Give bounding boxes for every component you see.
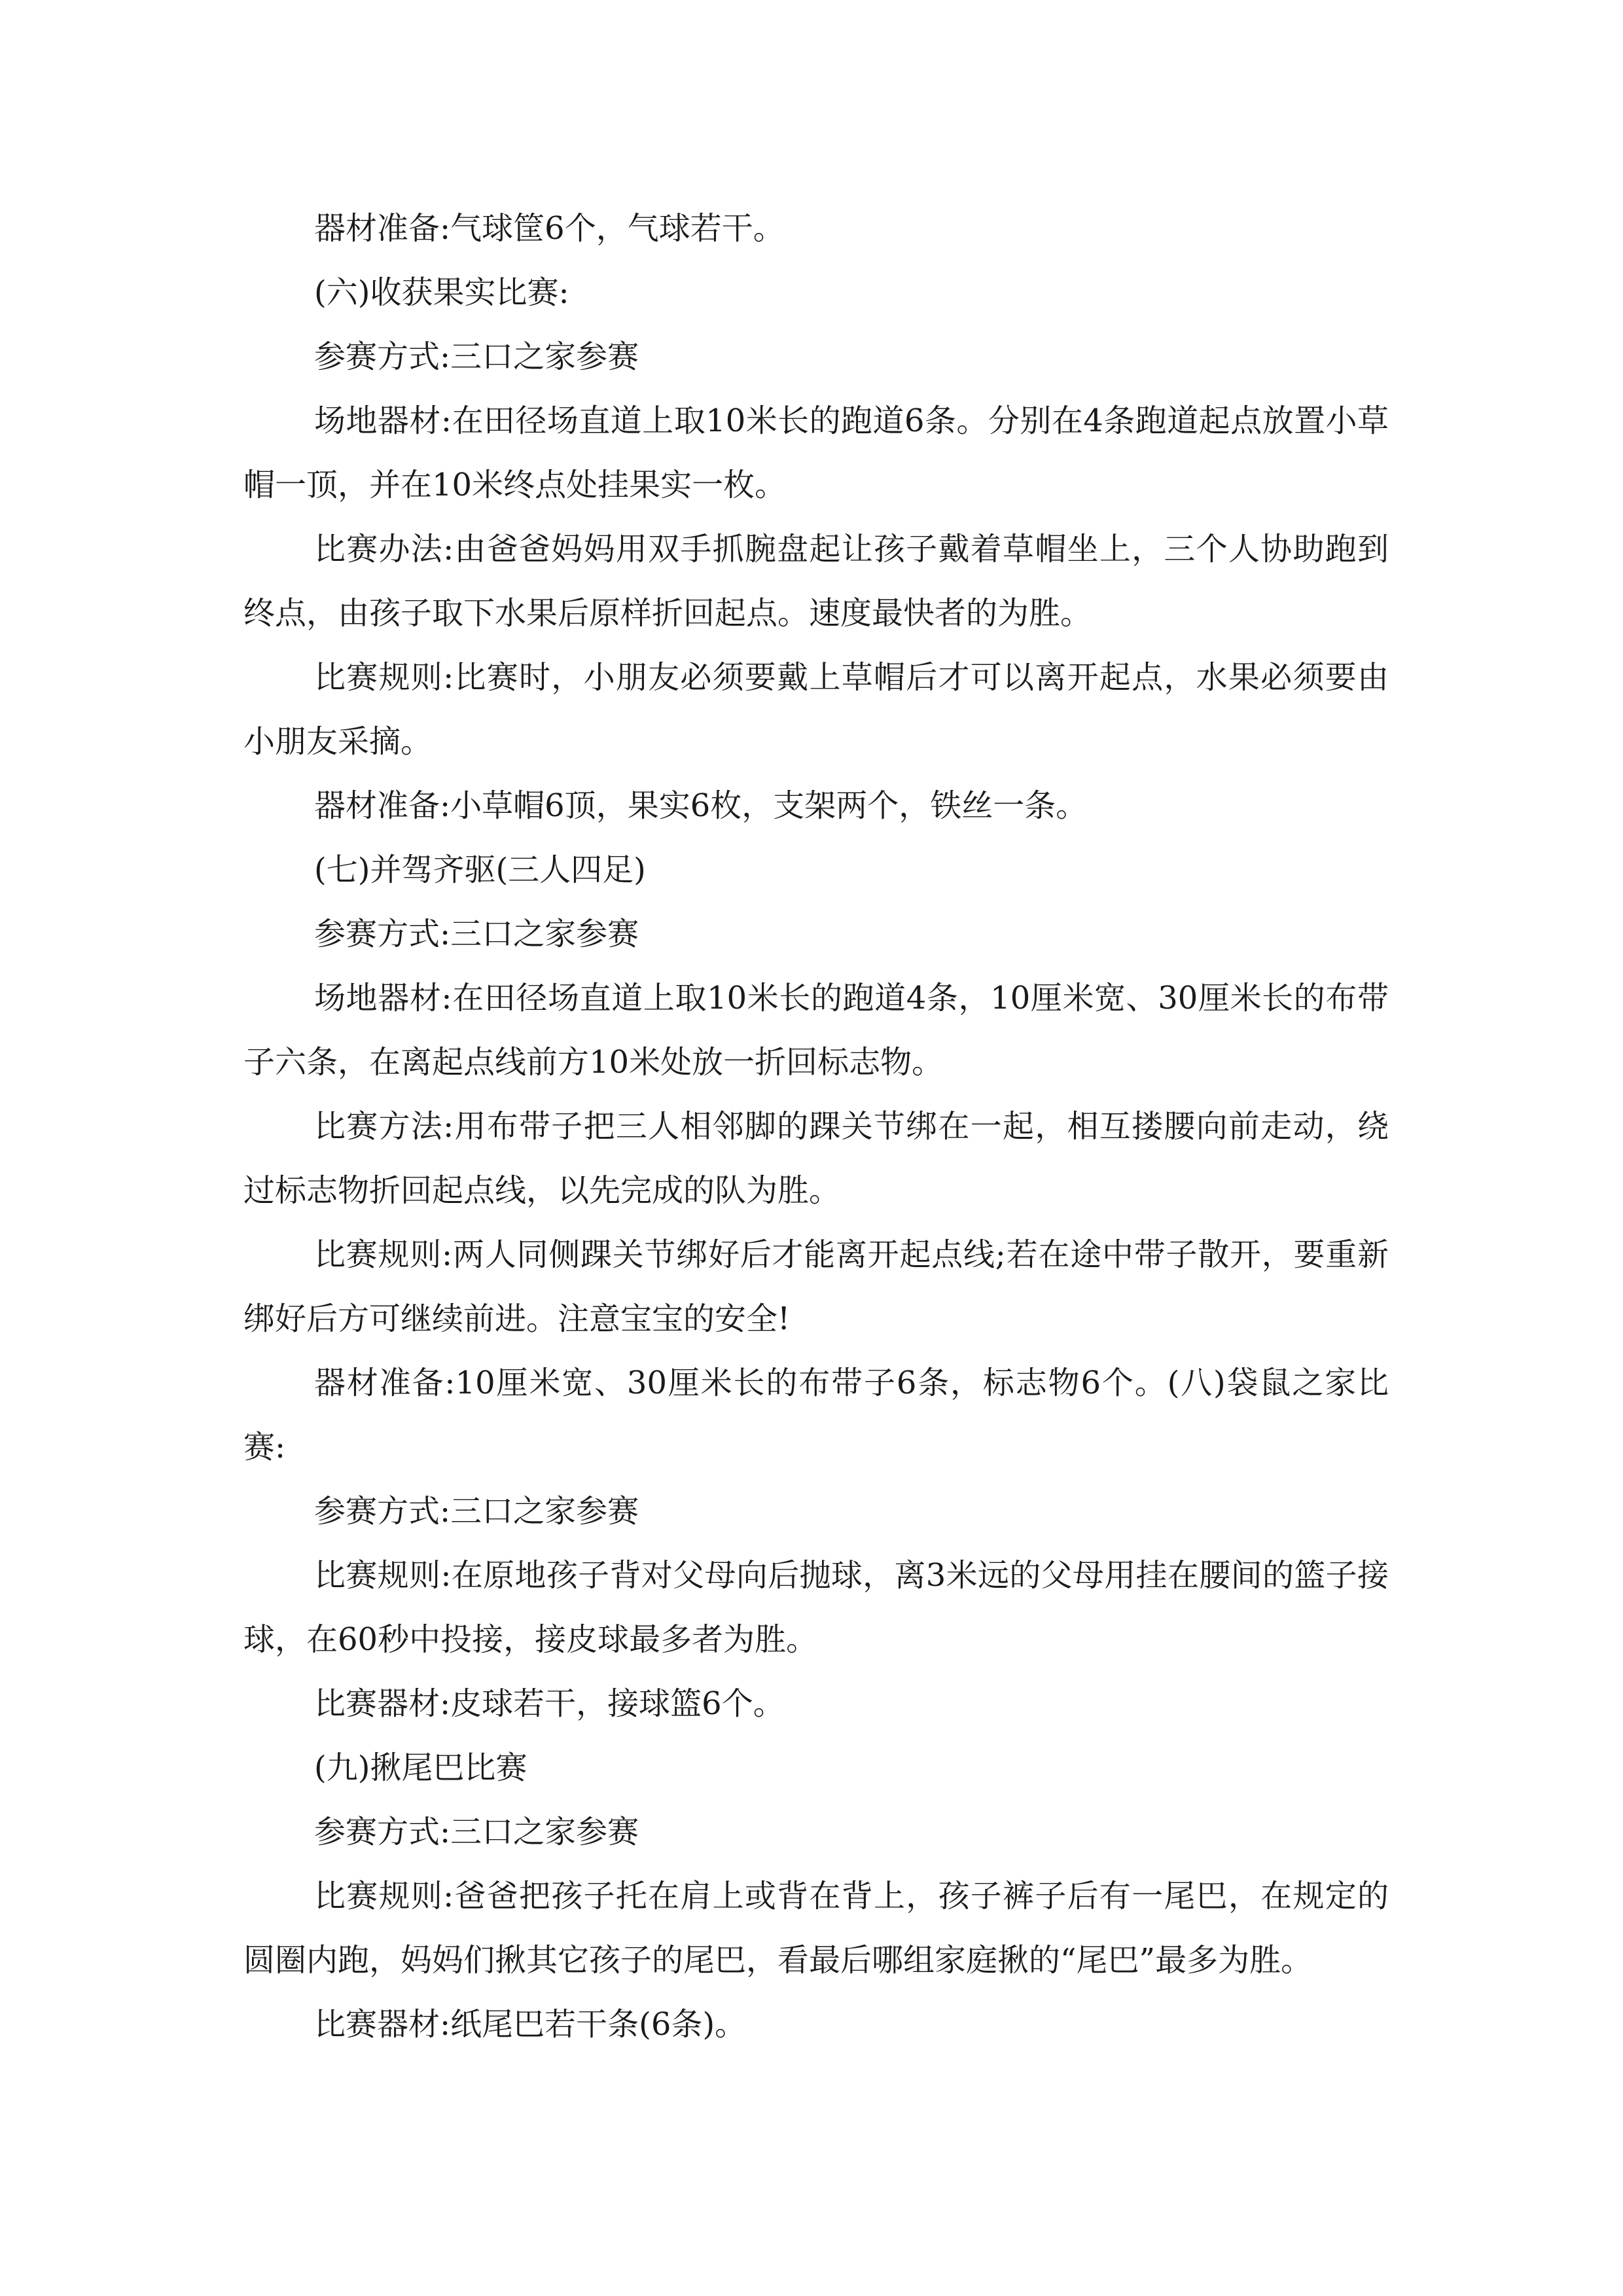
paragraph: 参赛方式:三口之家参赛 — [314, 916, 639, 952]
paragraph: 比赛器材:纸尾巴若干条(6条)。 — [314, 2006, 747, 2043]
paragraph: 比赛办法:由爸爸妈妈用双手抓腕盘起让孩子戴着草帽坐上，三个人协助跑到终点，由孩子取下水果后原样折回起点。速度最快者的为胜。 — [243, 531, 1389, 632]
section-heading: (七)并驾齐驱(三人四足) — [314, 852, 646, 888]
paragraph: 参赛方式:三口之家参赛 — [314, 338, 639, 375]
section-heading: (六)收获果实比赛: — [314, 274, 569, 311]
paragraph: 器材准备:气球筐6个，气球若干。 — [314, 210, 785, 247]
paragraph: 比赛规则:爸爸把孩子托在肩上或背在背上，孩子裤子后有一尾巴，在规定的圆圈内跑，妈妈们揪其它孩子的尾巴，看最后哪组家庭揪的“尾巴”最多为胜。 — [243, 1878, 1389, 1979]
paragraph: 参赛方式:三口之家参赛 — [314, 1814, 639, 1850]
paragraph: 器材准备:10厘米宽、30厘米长的布带子6条，标志物6个。(八)袋鼠之家比赛: — [243, 1365, 1389, 1465]
paragraph: 比赛规则:比赛时，小朋友必须要戴上草帽后才可以离开起点，水果必须要由小朋友采摘。 — [243, 659, 1389, 760]
paragraph: 场地器材:在田径场直道上取10米长的跑道4条，10厘米宽、30厘米长的布带子六条，在离起点线前方10米处放一折回标志物。 — [243, 980, 1389, 1081]
paragraph: 场地器材:在田径场直道上取10米长的跑道6条。分别在4条跑道起点放置小草帽一顶，并在10米终点处挂果实一枚。 — [243, 403, 1389, 503]
paragraph: 比赛器材:皮球若干，接球篮6个。 — [314, 1685, 785, 1722]
document-body — [243, 196, 1389, 2056]
paragraph: 器材准备:小草帽6顶，果实6枚，支架两个，铁丝一条。 — [314, 787, 1088, 824]
paragraph: 比赛规则:在原地孩子背对父母向后抛球，离3米远的父母用挂在腰间的篮子接球，在60秒中投接，接皮球最多者为胜。 — [243, 1557, 1389, 1658]
paragraph: 参赛方式:三口之家参赛 — [314, 1493, 639, 1530]
paragraph: 比赛方法:用布带子把三人相邻脚的踝关节绑在一起，相互搂腰向前走动，绕过标志物折回起点线，以先完成的队为胜。 — [243, 1108, 1389, 1209]
paragraph: 比赛规则:两人同侧踝关节绑好后才能离开起点线;若在途中带子散开，要重新绑好后方可继续前进。注意宝宝的安全! — [243, 1236, 1389, 1337]
section-heading: (九)揪尾巴比赛 — [314, 1749, 527, 1786]
